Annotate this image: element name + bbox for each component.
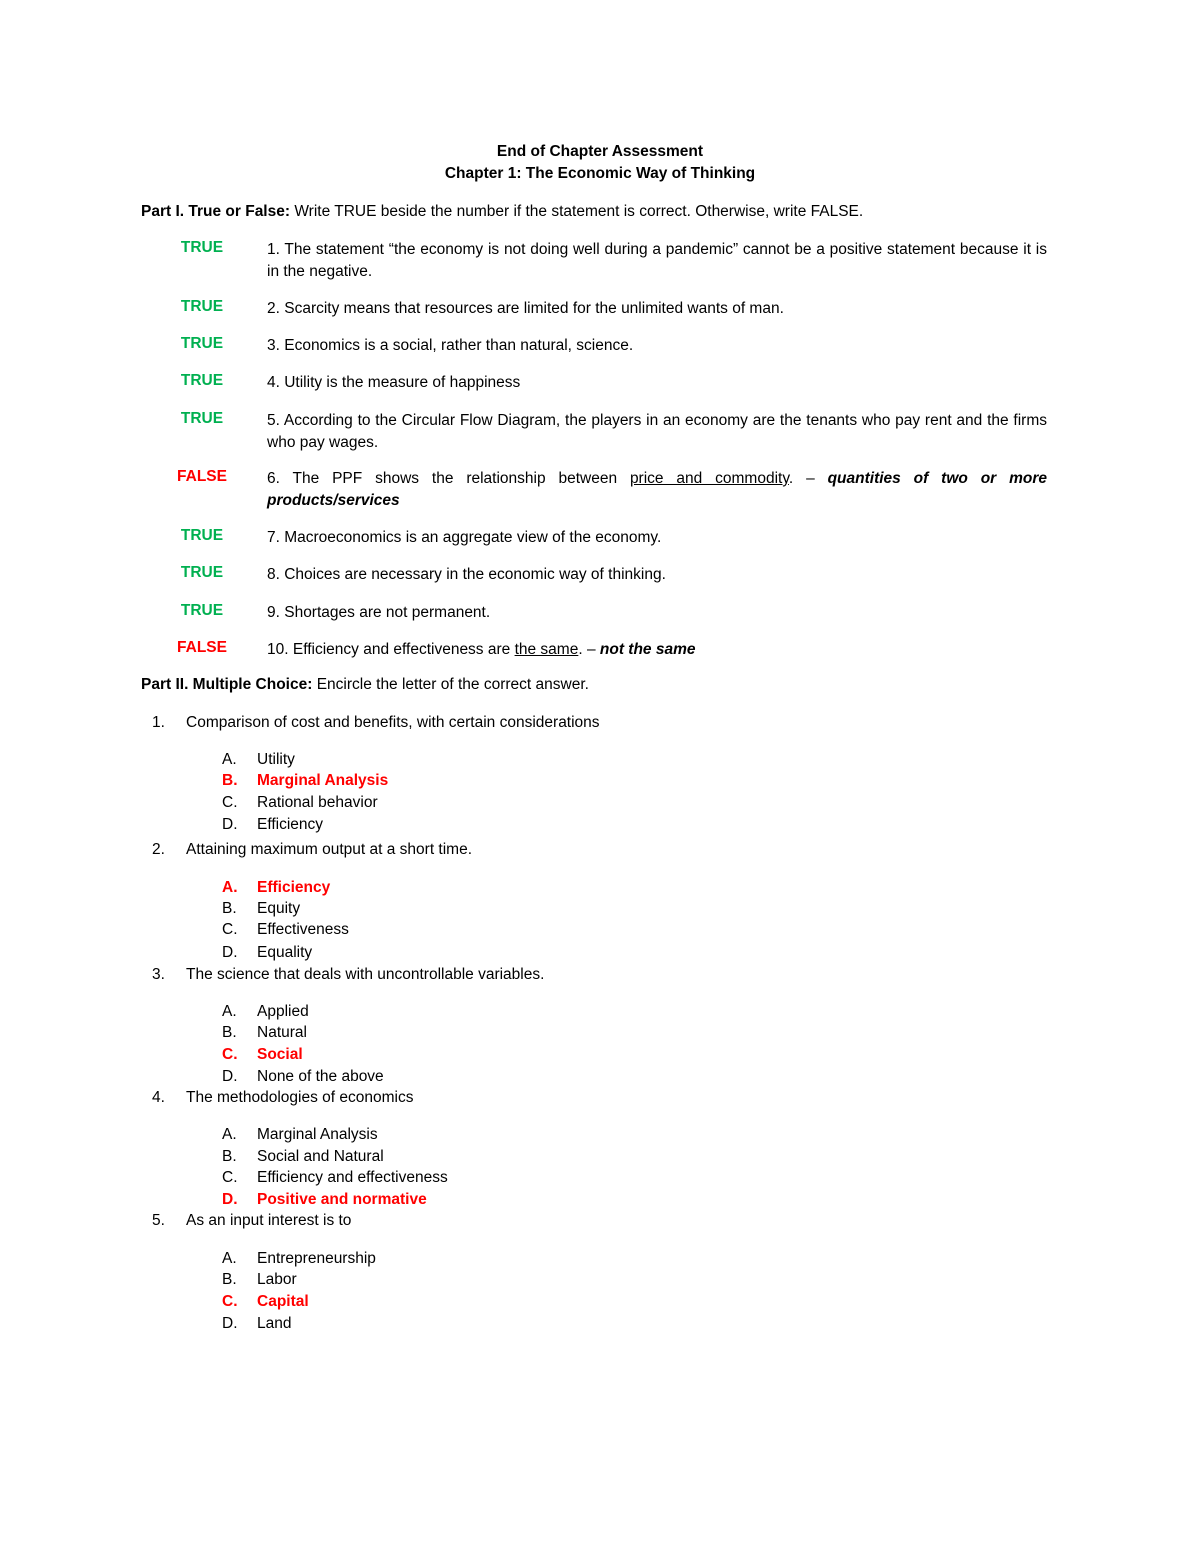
option-text: Social [257, 1046, 303, 1063]
option-letter: B. [222, 1271, 237, 1288]
part2-label: Part II. Multiple Choice: [141, 676, 313, 693]
option-letter: B. [222, 772, 238, 789]
option-letter: A. [222, 751, 237, 768]
tf-answer: TRUE [180, 239, 224, 256]
option-letter: B. [222, 1024, 237, 1041]
tf-statement: 3. Economics is a social, rather than natural, science. [267, 337, 634, 354]
question-text: Comparison of cost and benefits, with certain considerations [186, 714, 600, 731]
option-letter: C. [222, 794, 238, 811]
question-text: The science that deals with uncontrollable variables. [186, 966, 545, 983]
option-letter: D. [222, 944, 238, 961]
option-letter: A. [222, 1250, 237, 1267]
part2-instruction: Encircle the letter of the correct answer. [312, 676, 589, 693]
option-text: Efficiency [257, 816, 324, 833]
tf-answer: TRUE [180, 372, 224, 389]
option-letter: A. [222, 1126, 237, 1143]
part1-label: Part I. True or False: [141, 203, 291, 220]
part2-heading [141, 676, 589, 694]
option-letter: D. [222, 816, 238, 833]
question-text: The methodologies of economics [186, 1089, 414, 1106]
document-title: End of Chapter Assessment [496, 143, 704, 160]
question-number: 3. [152, 966, 165, 983]
option-text: Marginal Analysis [257, 772, 389, 789]
question-number: 5. [152, 1212, 165, 1229]
tf-answer: TRUE [180, 564, 224, 581]
option-text: Equality [257, 944, 313, 961]
tf-statement-text: 10. Efficiency and effectiveness are [267, 641, 515, 658]
option-letter: D. [222, 1191, 238, 1208]
option-letter: A. [222, 1003, 237, 1020]
option-text: Effectiveness [257, 921, 349, 938]
option-text: Entrepreneurship [257, 1250, 376, 1267]
tf-statement-text: 6. The PPF shows the relationship between [267, 470, 630, 487]
tf-statement: 8. Choices are necessary in the economic way of thinking. [267, 566, 666, 583]
tf-answer: TRUE [180, 602, 224, 619]
tf-correction: quantities of two or more products/services [267, 470, 1047, 509]
option-text: Equity [257, 900, 301, 917]
option-letter: C. [222, 1293, 238, 1310]
question-text: As an input interest is to [186, 1212, 352, 1229]
option-text: Efficiency and effectiveness [257, 1169, 448, 1186]
option-text: Efficiency [257, 879, 331, 896]
tf-statement: 4. Utility is the measure of happiness [267, 374, 521, 391]
tf-answer: FALSE [177, 468, 227, 485]
question-number: 4. [152, 1089, 165, 1106]
option-text: Marginal Analysis [257, 1126, 378, 1143]
tf-correction: not the same [599, 641, 696, 658]
option-letter: C. [222, 1169, 238, 1186]
tf-statement [267, 639, 1047, 661]
tf-dash: . – [788, 470, 828, 487]
tf-dash: . – [578, 641, 600, 658]
tf-underlined-term: price and commodity [629, 470, 789, 487]
option-text: Applied [257, 1003, 309, 1020]
question-text: Attaining maximum output at a short time. [186, 841, 473, 858]
tf-answer: TRUE [180, 298, 224, 315]
tf-statement: 5. According to the Circular Flow Diagram, the players in an economy are the tenants who pay rent and the firms who pay wages. [267, 412, 1047, 451]
tf-statement: 2. Scarcity means that resources are limited for the unlimited wants of man. [267, 300, 784, 317]
option-text: Natural [257, 1024, 307, 1041]
tf-answer: FALSE [177, 639, 227, 656]
option-text: Land [257, 1315, 292, 1332]
tf-statement: 7. Macroeconomics is an aggregate view of the economy. [267, 529, 662, 546]
tf-answer: TRUE [180, 335, 224, 352]
option-letter: C. [222, 1046, 238, 1063]
tf-statement: 1. The statement “the economy is not doing well during a pandemic” cannot be a positive statement because it is in the negative. [267, 241, 1047, 280]
tf-statement: 9. Shortages are not permanent. [267, 604, 491, 621]
option-text: Rational behavior [257, 794, 378, 811]
option-letter: B. [222, 900, 237, 917]
option-letter: A. [222, 879, 238, 896]
option-text: Social and Natural [257, 1148, 384, 1165]
question-number: 1. [152, 714, 165, 731]
tf-answer: TRUE [180, 410, 224, 427]
option-text: Positive and normative [257, 1191, 427, 1208]
part1-instruction: Write TRUE beside the number if the statement is correct. Otherwise, write FALSE. [290, 203, 864, 220]
option-text: None of the above [257, 1068, 384, 1085]
option-letter: D. [222, 1068, 238, 1085]
tf-statement [267, 468, 1047, 512]
option-text: Capital [257, 1293, 309, 1310]
part1-heading [141, 203, 863, 221]
option-letter: D. [222, 1315, 238, 1332]
tf-underlined-term: the same [514, 641, 579, 658]
document-subtitle: Chapter 1: The Economic Way of Thinking [444, 165, 756, 182]
question-number: 2. [152, 841, 165, 858]
tf-answer: TRUE [180, 527, 224, 544]
option-text: Labor [257, 1271, 297, 1288]
option-letter: C. [222, 921, 238, 938]
option-letter: B. [222, 1148, 237, 1165]
option-text: Utility [257, 751, 295, 768]
